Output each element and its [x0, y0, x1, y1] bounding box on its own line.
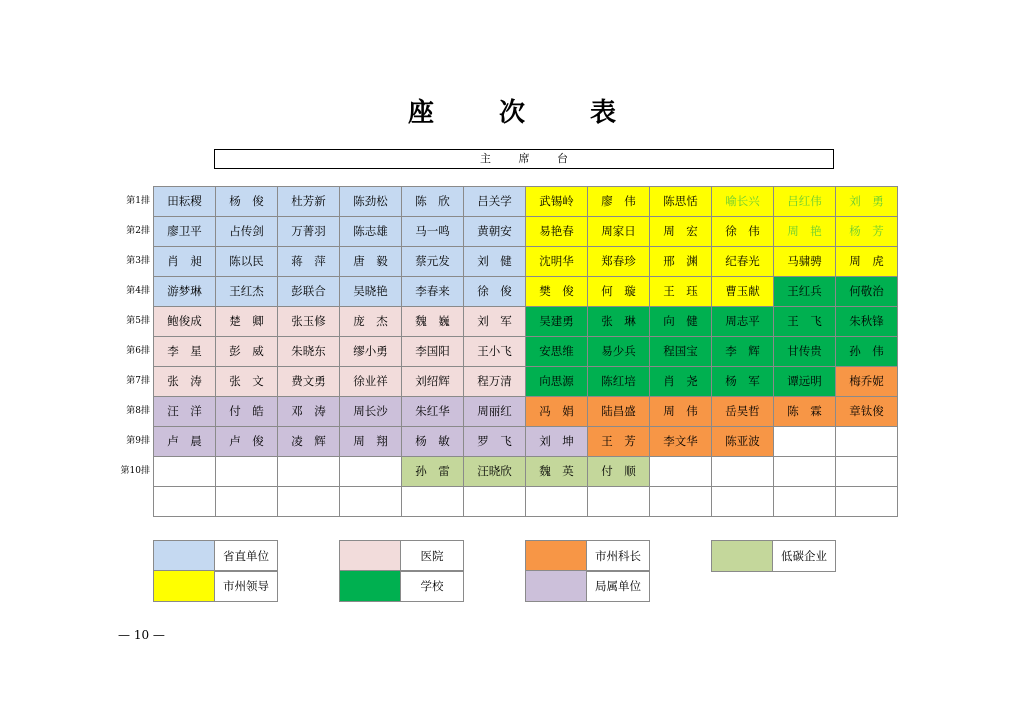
seat-cell: 喻长兴	[712, 187, 774, 217]
seat-cell: 陆昌盛	[588, 397, 650, 427]
page-title: 座 次 表	[407, 98, 645, 128]
seat-cell: 张 文	[216, 367, 278, 397]
empty-seat-cell	[154, 457, 216, 487]
legend-item	[525, 570, 650, 602]
seat-cell: 张 琳	[588, 307, 650, 337]
legend-swatch	[712, 541, 773, 571]
seat-cell: 樊 俊	[526, 277, 588, 307]
seat-cell: 孙 雷	[402, 457, 464, 487]
seat-cell: 李 辉	[712, 337, 774, 367]
page-number: — 10 —	[118, 628, 165, 642]
seat-cell: 吴建勇	[526, 307, 588, 337]
seat-cell: 周 虎	[836, 247, 898, 277]
seat-cell: 汪 洋	[154, 397, 216, 427]
seat-cell: 魏 巍	[402, 307, 464, 337]
empty-seat-cell	[836, 487, 898, 517]
seat-cell: 万菁羽	[278, 217, 340, 247]
seat-cell: 梅乔妮	[836, 367, 898, 397]
seat-cell: 王小飞	[464, 337, 526, 367]
seat-cell: 吕关学	[464, 187, 526, 217]
seat-row	[154, 487, 898, 517]
seat-cell: 周志平	[712, 307, 774, 337]
seat-cell: 向思源	[526, 367, 588, 397]
legend-label: 市州领导	[223, 579, 269, 593]
seat-row	[154, 217, 898, 247]
empty-seat-cell	[278, 457, 340, 487]
seat-cell: 周 伟	[650, 397, 712, 427]
seat-cell: 徐 伟	[712, 217, 774, 247]
seat-cell: 易艳春	[526, 217, 588, 247]
seat-cell: 陈红培	[588, 367, 650, 397]
seat-cell: 卢 俊	[216, 427, 278, 457]
seat-cell: 王 芳	[588, 427, 650, 457]
seat-cell: 肖 尧	[650, 367, 712, 397]
empty-seat-cell	[154, 487, 216, 517]
seating-grid	[153, 186, 898, 517]
seat-cell: 陈劲松	[340, 187, 402, 217]
empty-seat-cell	[650, 487, 712, 517]
seat-cell: 马一鸣	[402, 217, 464, 247]
seat-cell: 沈明华	[526, 247, 588, 277]
legend-item	[153, 570, 278, 602]
empty-seat-cell	[340, 457, 402, 487]
seat-cell: 刘绍辉	[402, 367, 464, 397]
seat-cell: 卢 晨	[154, 427, 216, 457]
empty-seat-cell	[340, 487, 402, 517]
legend-swatch	[154, 571, 215, 601]
legend-label: 医院	[420, 549, 444, 563]
seat-cell: 蒋 萍	[278, 247, 340, 277]
seat-cell: 杜芳新	[278, 187, 340, 217]
seat-cell: 曹玉献	[712, 277, 774, 307]
row-labels	[110, 186, 152, 516]
seat-cell: 程国宝	[650, 337, 712, 367]
empty-seat-cell	[216, 487, 278, 517]
seat-cell: 冯 娟	[526, 397, 588, 427]
legend-label: 局属单位	[595, 579, 641, 593]
seat-cell: 汪晓欣	[464, 457, 526, 487]
seat-cell: 徐 俊	[464, 277, 526, 307]
legend-item	[339, 540, 464, 572]
seat-cell: 纪春光	[712, 247, 774, 277]
legend-swatch	[526, 541, 587, 571]
seat-cell: 徐业祥	[340, 367, 402, 397]
seat-cell: 朱晓东	[278, 337, 340, 367]
seat-cell: 陈亚波	[712, 427, 774, 457]
seat-cell: 张玉修	[278, 307, 340, 337]
legend-swatch	[340, 541, 401, 571]
empty-seat-cell	[836, 457, 898, 487]
seat-cell: 李春来	[402, 277, 464, 307]
seat-cell: 王红杰	[216, 277, 278, 307]
seat-cell: 杨 俊	[216, 187, 278, 217]
empty-seat-cell	[464, 487, 526, 517]
seat-row	[154, 457, 898, 487]
legend-item	[525, 540, 650, 572]
seat-cell: 肖 昶	[154, 247, 216, 277]
row-label: 第7排	[126, 376, 150, 386]
legend-label: 学校	[420, 579, 444, 593]
legend-swatch	[154, 541, 215, 571]
seat-cell: 庞 杰	[340, 307, 402, 337]
seat-cell: 鲍俊成	[154, 307, 216, 337]
seat-row	[154, 187, 898, 217]
seat-cell: 陈 霖	[774, 397, 836, 427]
seat-cell: 占传剑	[216, 217, 278, 247]
legend-item	[711, 540, 836, 572]
seat-cell: 李国阳	[402, 337, 464, 367]
seat-cell: 吕红伟	[774, 187, 836, 217]
seat-cell: 周长沙	[340, 397, 402, 427]
seat-cell: 刘 健	[464, 247, 526, 277]
empty-seat-cell	[402, 487, 464, 517]
seat-cell: 安思维	[526, 337, 588, 367]
seat-cell: 陈志雄	[340, 217, 402, 247]
podium-banner: 主 席 台	[214, 149, 834, 169]
seat-row	[154, 427, 898, 457]
seat-cell: 楚 卿	[216, 307, 278, 337]
seat-row	[154, 307, 898, 337]
seat-cell: 王红兵	[774, 277, 836, 307]
seat-cell: 杨 敏	[402, 427, 464, 457]
seat-cell: 邢 渊	[650, 247, 712, 277]
legend-label: 市州科长	[595, 549, 641, 563]
seat-cell: 朱红华	[402, 397, 464, 427]
seat-cell: 孙 伟	[836, 337, 898, 367]
seat-cell: 李文华	[650, 427, 712, 457]
seat-cell: 凌 辉	[278, 427, 340, 457]
seat-cell: 陈思恬	[650, 187, 712, 217]
empty-seat-cell	[774, 427, 836, 457]
empty-seat-cell	[650, 457, 712, 487]
seat-cell: 魏 英	[526, 457, 588, 487]
seat-cell: 游梦琳	[154, 277, 216, 307]
row-label: 第5排	[126, 316, 150, 326]
seat-cell: 周 翔	[340, 427, 402, 457]
seat-cell: 刘 坤	[526, 427, 588, 457]
seat-cell: 邓 涛	[278, 397, 340, 427]
legend-item	[153, 540, 278, 572]
seat-cell: 章钛俊	[836, 397, 898, 427]
seat-cell: 何 璇	[588, 277, 650, 307]
seat-cell: 黄朝安	[464, 217, 526, 247]
row-label: 第2排	[126, 226, 150, 236]
legend-swatch	[526, 571, 587, 601]
empty-seat-cell	[712, 457, 774, 487]
seat-cell: 廖 伟	[588, 187, 650, 217]
legend-item	[339, 570, 464, 602]
seat-cell: 彭 威	[216, 337, 278, 367]
empty-seat-cell	[216, 457, 278, 487]
seat-cell: 杨 芳	[836, 217, 898, 247]
seat-cell: 廖卫平	[154, 217, 216, 247]
seat-cell: 付 皓	[216, 397, 278, 427]
seat-cell: 杨 军	[712, 367, 774, 397]
seat-cell: 王 珏	[650, 277, 712, 307]
row-label	[110, 486, 152, 516]
seat-cell: 田耘稷	[154, 187, 216, 217]
seat-cell: 何敬治	[836, 277, 898, 307]
row-label: 第3排	[126, 256, 150, 266]
seat-cell: 李 星	[154, 337, 216, 367]
seat-row	[154, 397, 898, 427]
seat-cell: 郑春珍	[588, 247, 650, 277]
seat-cell: 周丽红	[464, 397, 526, 427]
row-label: 第1排	[126, 196, 150, 206]
seat-row	[154, 367, 898, 397]
seat-row	[154, 247, 898, 277]
seat-cell: 彭联合	[278, 277, 340, 307]
seat-cell: 岳昊哲	[712, 397, 774, 427]
seat-cell: 缪小勇	[340, 337, 402, 367]
seat-cell: 费文勇	[278, 367, 340, 397]
seat-cell: 唐 毅	[340, 247, 402, 277]
seat-cell: 周 艳	[774, 217, 836, 247]
seat-cell: 王 飞	[774, 307, 836, 337]
legend-label: 省直单位	[223, 549, 269, 563]
seat-cell: 易少兵	[588, 337, 650, 367]
seat-cell: 刘 勇	[836, 187, 898, 217]
seat-cell: 周家日	[588, 217, 650, 247]
seat-cell: 蔡元发	[402, 247, 464, 277]
row-label: 第4排	[126, 286, 150, 296]
row-label: 第8排	[126, 406, 150, 416]
seat-cell: 谭远明	[774, 367, 836, 397]
seat-cell: 陈以民	[216, 247, 278, 277]
seat-cell: 武锡岭	[526, 187, 588, 217]
empty-seat-cell	[712, 487, 774, 517]
row-label: 第10排	[120, 466, 150, 476]
seat-cell: 刘 军	[464, 307, 526, 337]
seat-cell: 吴晓艳	[340, 277, 402, 307]
seat-cell: 向 健	[650, 307, 712, 337]
empty-seat-cell	[588, 487, 650, 517]
seat-cell: 甘传贵	[774, 337, 836, 367]
empty-seat-cell	[774, 457, 836, 487]
legend-label: 低碳企业	[781, 549, 827, 563]
seat-cell: 马骕骋	[774, 247, 836, 277]
empty-seat-cell	[278, 487, 340, 517]
seat-cell: 付 顺	[588, 457, 650, 487]
legend-swatch	[340, 571, 401, 601]
seat-row	[154, 337, 898, 367]
empty-seat-cell	[836, 427, 898, 457]
seat-cell: 周 宏	[650, 217, 712, 247]
empty-seat-cell	[526, 487, 588, 517]
seat-cell: 陈 欣	[402, 187, 464, 217]
row-label: 第9排	[126, 436, 150, 446]
seat-cell: 张 涛	[154, 367, 216, 397]
seat-cell: 罗 飞	[464, 427, 526, 457]
seat-row	[154, 277, 898, 307]
empty-seat-cell	[774, 487, 836, 517]
row-label: 第6排	[126, 346, 150, 356]
seat-cell: 程万清	[464, 367, 526, 397]
seat-cell: 朱秋锋	[836, 307, 898, 337]
